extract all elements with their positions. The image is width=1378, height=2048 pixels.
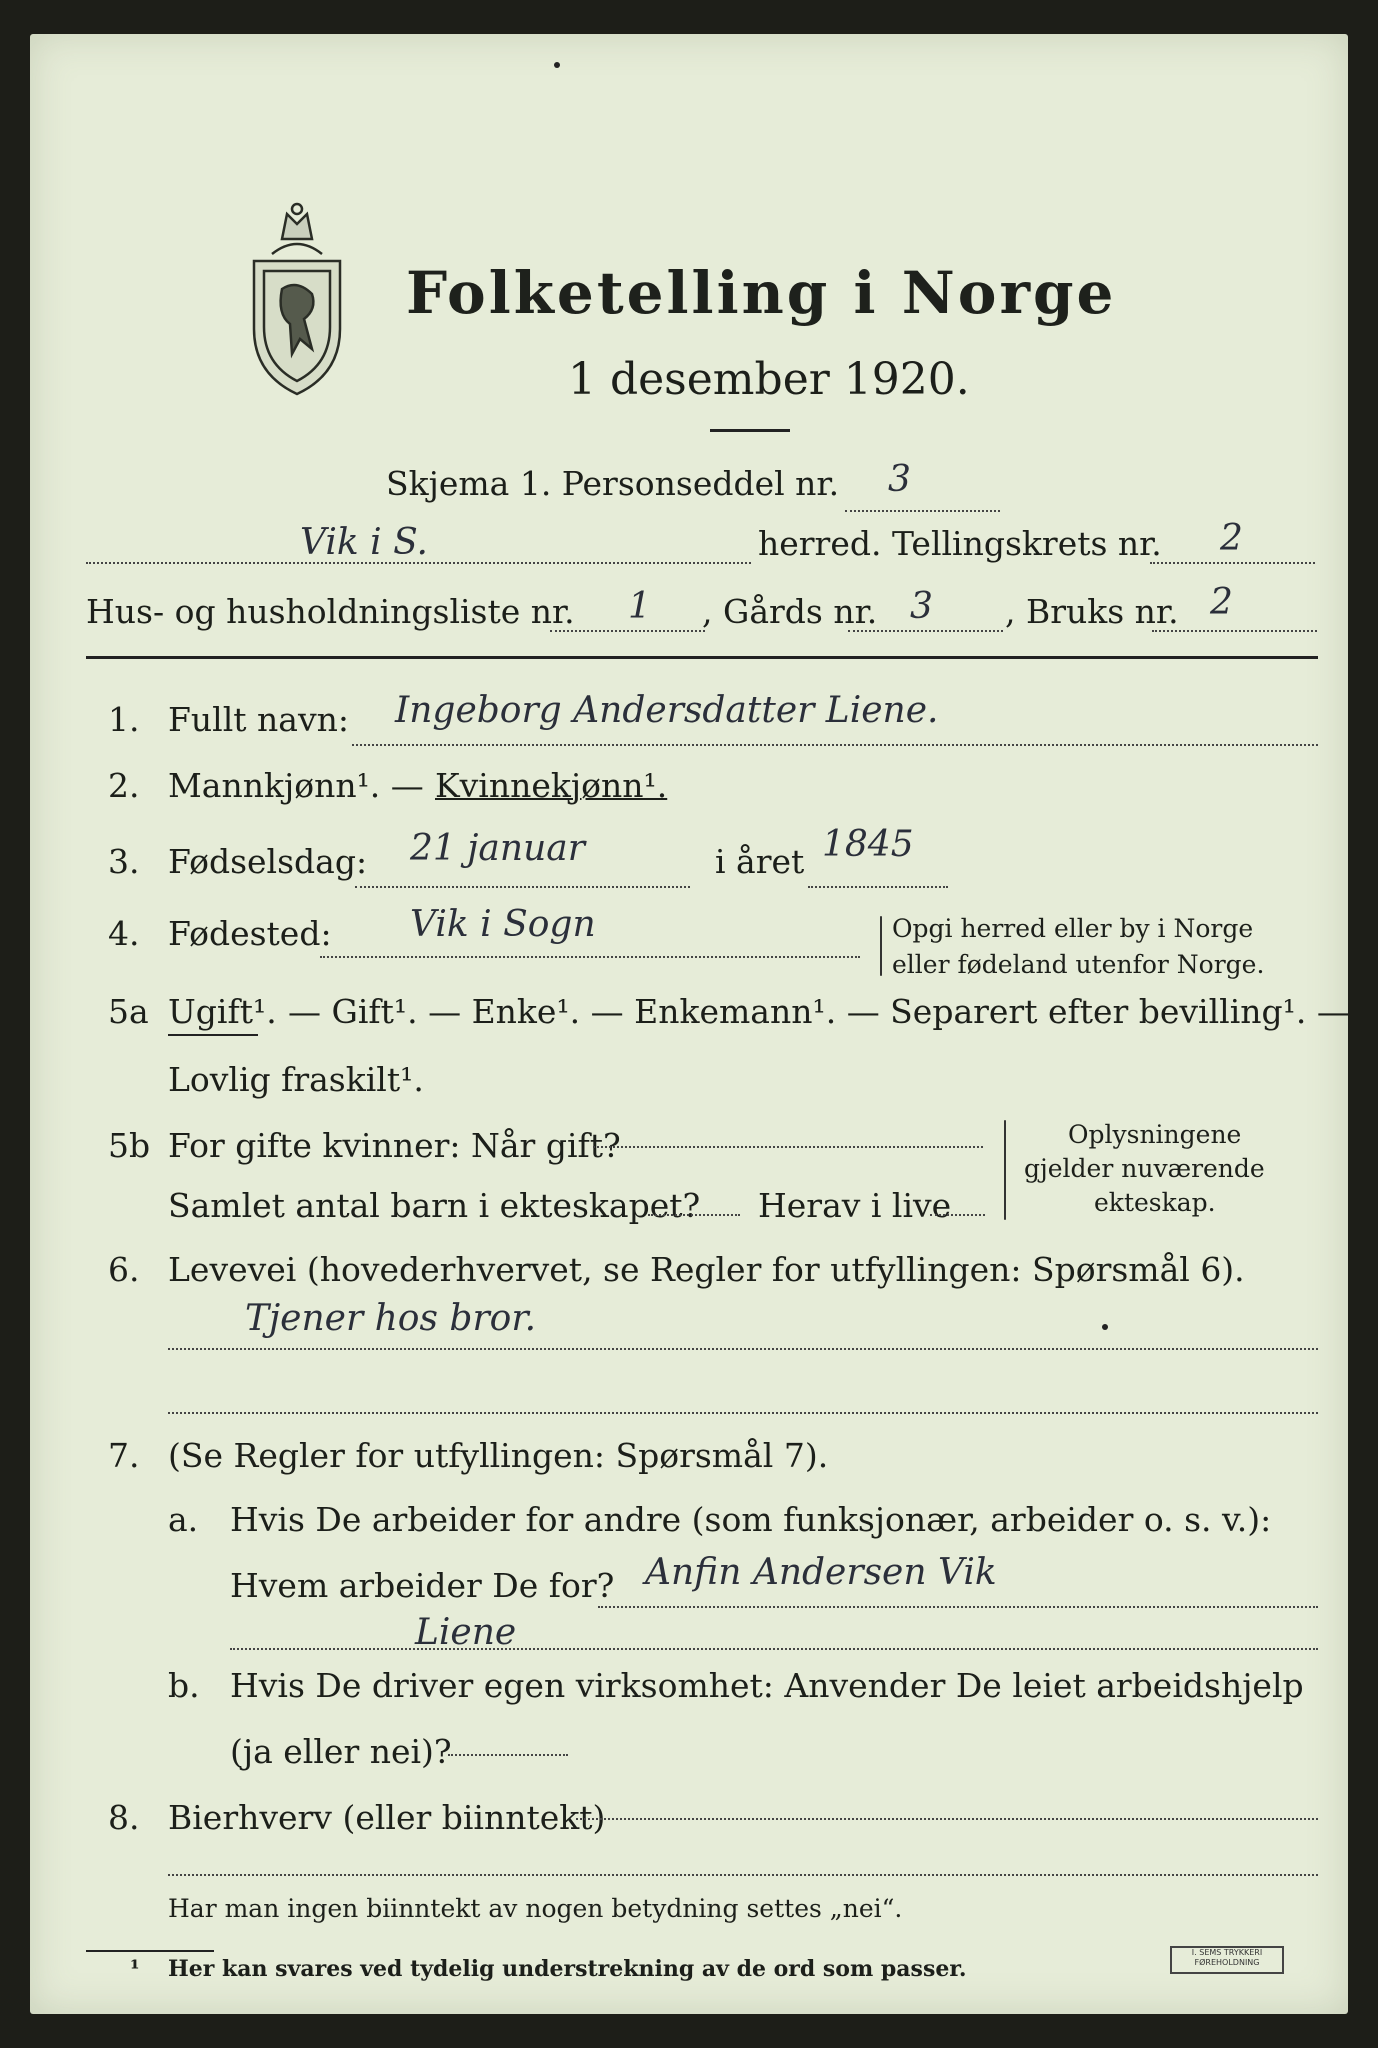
q5b-alive-label: Herav i live: [758, 1186, 952, 1225]
printer-stamp-line-2: FØREHOLDNING: [1194, 1958, 1260, 1967]
ink-dot: [1102, 1324, 1108, 1330]
q7b-letter: b.: [168, 1666, 200, 1705]
q5b-brace: [1004, 1120, 1006, 1220]
birth-day-value: 21 januar: [410, 828, 585, 869]
footnote-divider: [86, 1950, 214, 1952]
q7b-line-1: Hvis De driver egen virksomhet: Anvender De leiet arbeidshjelp: [230, 1666, 1304, 1705]
employer-value: Anfin Andersen Vik: [645, 1552, 997, 1593]
bruks-line: [1152, 630, 1317, 632]
male-option: Mannkjønn¹. —: [168, 766, 424, 805]
footnote-mark: ¹: [130, 1956, 140, 1982]
q4-note-2: eller fødeland utenfor Norge.: [892, 950, 1265, 979]
printer-stamp: [1170, 1946, 1284, 1974]
q5b-children-label: Samlet antal barn i ekteskapet?: [168, 1186, 701, 1225]
gards-line: [848, 630, 1003, 632]
q3-day-line: [355, 886, 690, 888]
q7a-letter: a.: [168, 1500, 199, 1539]
q8-line-2: [168, 1874, 1318, 1876]
q5b-line-1: For gifte kvinner: Når gift?: [168, 1126, 621, 1165]
printer-stamp-line-1: I. SEMS TRYKKERI: [1191, 1948, 1263, 1957]
ugift-option: Ugift¹.: [168, 992, 277, 1031]
q8-line-1: [576, 1818, 1318, 1820]
birthplace-value: Vik i Sogn: [410, 904, 596, 945]
q3-number: 3.: [108, 842, 140, 881]
q3-year-line: [808, 886, 948, 888]
naar-gift-line: [593, 1146, 983, 1148]
form-date: 1 desember 1920.: [568, 354, 970, 405]
gards-label: , Gårds nr.: [702, 592, 878, 631]
q6-line-2: [168, 1412, 1318, 1414]
q1-label: Fullt navn:: [168, 700, 349, 739]
q4-label: Fødested:: [168, 914, 332, 953]
q7b-line-2: (ja eller nei)?: [230, 1732, 452, 1771]
footnote-text: Her kan svares ved tydelig understrekning av de ord som passer.: [168, 1956, 967, 1982]
title-divider: [710, 429, 790, 432]
q4-number: 4.: [108, 914, 140, 953]
q3-year-label: i året: [715, 842, 805, 881]
personseddel-nr-value: 3: [888, 459, 911, 500]
q6-label: Levevei (hovederhvervet, se Regler for utfyllingen: Spørsmål 6).: [168, 1250, 1245, 1289]
q5a-number: 5a: [108, 992, 149, 1031]
herred-value: Vik i S.: [300, 522, 428, 563]
full-name-value: Ingeborg Andersdatter Liene.: [395, 690, 939, 731]
census-form: [30, 34, 1348, 2014]
husholdningsliste-label: Hus- og husholdningsliste nr.: [86, 592, 575, 631]
civil-status-options: — Gift¹. — Enke¹. — Enkemann¹. — Separert efter bevilling¹. —: [288, 992, 1350, 1031]
children-line: [648, 1214, 740, 1216]
herred-label: herred. Tellingskrets nr.: [758, 524, 1162, 563]
q4-brace: [880, 916, 882, 976]
bruks-nr-value: 2: [1210, 582, 1233, 623]
q4-line: [320, 956, 860, 958]
q7-label: (Se Regler for utfyllingen: Spørsmål 7).: [168, 1436, 829, 1475]
liste-line: [550, 630, 705, 632]
q7a-line-2: Hvem arbeider De for?: [230, 1566, 615, 1605]
q6-number: 6.: [108, 1250, 140, 1289]
occupation-value: Tjener hos bror.: [245, 1298, 537, 1339]
norway-coat-of-arms-icon: [242, 199, 352, 399]
q3-label: Fødselsdag:: [168, 842, 368, 881]
fraskilt-option: Lovlig fraskilt¹.: [168, 1060, 424, 1099]
liste-nr-value: 1: [628, 586, 651, 627]
tellingskrets-line: [1150, 562, 1315, 564]
q7a-line-1: Hvis De arbeider for andre (som funksjonær, arbeider o. s. v.):: [230, 1500, 1272, 1539]
bruks-label: , Bruks nr.: [1005, 592, 1179, 631]
q8-note: Har man ingen biinntekt av nogen betydning settes „nei“.: [168, 1894, 903, 1923]
q8-label: Bierhverv (eller biinntekt): [168, 1798, 606, 1837]
q8-number: 8.: [108, 1798, 140, 1837]
birth-year-value: 1845: [822, 824, 914, 865]
q5b-note-3: ekteskap.: [1094, 1188, 1216, 1217]
q5b-note-1: Oplysningene: [1068, 1120, 1242, 1149]
alive-line: [930, 1214, 985, 1216]
tellingskrets-nr-value: 2: [1220, 518, 1243, 559]
personseddel-line: [845, 510, 1000, 512]
schema-label: Skjema 1. Personseddel nr.: [386, 464, 840, 503]
q5b-note-2: gjelder nuværende: [1024, 1154, 1265, 1183]
q1-number: 1.: [108, 700, 140, 739]
header-divider: [86, 656, 1318, 659]
q7-number: 7.: [108, 1436, 140, 1475]
q6-line-1: [168, 1348, 1318, 1350]
ugift-underline: [168, 1034, 258, 1036]
q4-note-1: Opgi herred eller by i Norge: [892, 914, 1254, 943]
q1-line: [352, 744, 1318, 746]
hired-help-line: [448, 1754, 568, 1756]
gards-nr-value: 3: [910, 586, 933, 627]
form-title: Folketelling i Norge: [406, 259, 1117, 327]
female-option: Kvinnekjønn¹.: [435, 766, 668, 805]
q5b-number: 5b: [108, 1126, 151, 1165]
ink-dot: [554, 62, 560, 68]
q2-number: 2.: [108, 766, 140, 805]
employer-line-1: [598, 1606, 1318, 1608]
employer-value-cont: Liene: [415, 1612, 517, 1653]
employer-line-2: [230, 1648, 1318, 1650]
